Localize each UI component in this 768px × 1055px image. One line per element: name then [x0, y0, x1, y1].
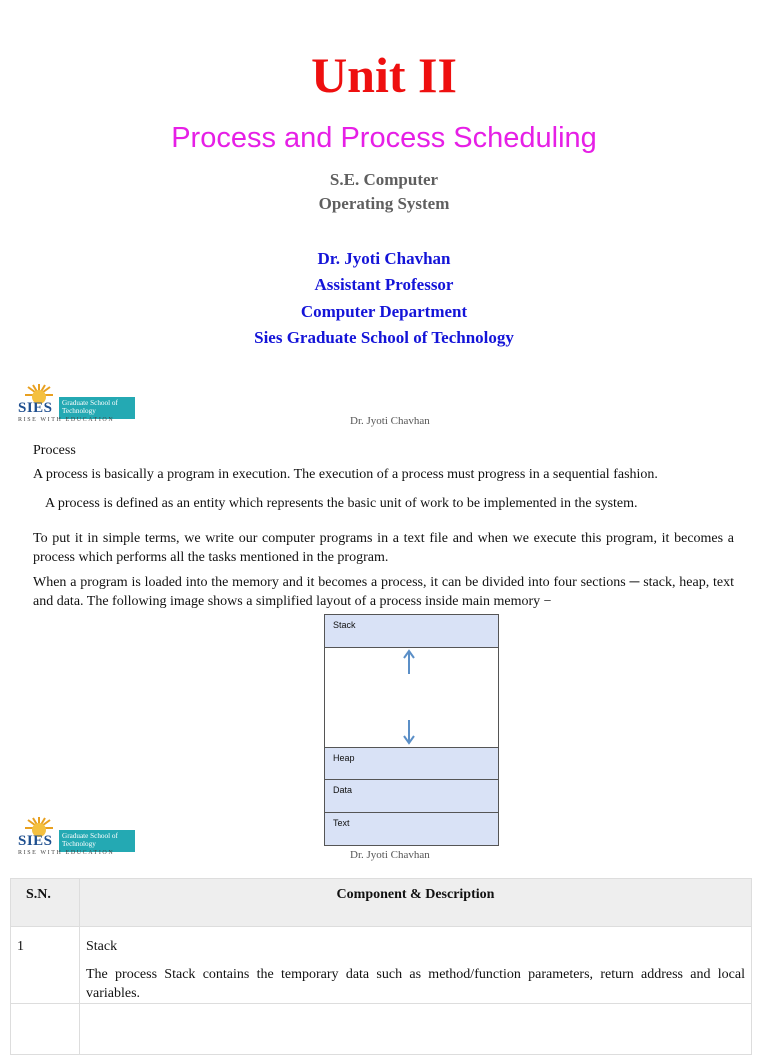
logo-tagline: RISE WITH EDUCATION	[18, 417, 115, 423]
column-header-sn: S.N.	[11, 879, 80, 927]
slide-subtitle: Process and Process Scheduling	[171, 122, 597, 154]
arrow-down-icon	[401, 719, 417, 745]
table-header-row	[11, 879, 752, 927]
paragraph-definition: A process is basically a program in execution. The execution of a process must progress in a sequential fashion.	[33, 467, 658, 482]
author-title: Assistant Professor	[314, 275, 454, 294]
subject-name: Operating System	[318, 194, 450, 213]
row-sn	[11, 1004, 80, 1055]
column-header-description: Component & Description	[80, 879, 752, 927]
row-description-cell	[80, 1004, 752, 1055]
sies-logo	[18, 816, 138, 862]
segment-heap: Heap	[325, 747, 498, 780]
sies-logo	[18, 383, 138, 429]
footer-author: Dr. Jyoti Chavhan	[350, 415, 430, 427]
component-table	[10, 878, 752, 1055]
row-description: The process Stack contains the temporary data such as method/function parameters, return address and local variables.	[86, 967, 745, 1001]
author-department: Computer Department	[300, 302, 468, 321]
arrow-up-icon	[401, 649, 417, 675]
slide-title: Unit II	[311, 47, 457, 103]
course-name: S.E. Computer	[329, 170, 439, 189]
segment-data: Data	[325, 780, 498, 813]
memory-layout-diagram	[324, 614, 499, 846]
author-name: Dr. Jyoti Chavhan	[317, 249, 451, 268]
logo-tagline: RISE WITH EDUCATION	[18, 850, 115, 856]
paragraph-memory-layout: When a program is loaded into the memory and it becomes a process, it can be divided into four sections ─ stack, heap, text and data. The following image shows a simplified layout of a process inside main memory −	[33, 575, 734, 609]
table-row	[11, 927, 752, 1004]
segment-text: Text	[325, 813, 498, 845]
footer-author: Dr. Jyoti Chavhan	[350, 849, 430, 861]
row-sn: 1	[11, 927, 80, 1004]
logo-wordmark: SIES	[18, 833, 53, 849]
author-institution: Sies Graduate School of Technology	[254, 328, 514, 347]
logo-box-text: Graduate School of Technology	[59, 397, 135, 419]
logo-box-text: Graduate School of Technology	[59, 830, 135, 852]
paragraph-entity: A process is defined as an entity which represents the basic unit of work to be implemented in the system.	[45, 496, 638, 511]
table-row	[11, 1004, 752, 1055]
row-description-cell	[80, 927, 752, 1004]
section-heading: Process	[33, 443, 76, 458]
logo-wordmark: SIES	[18, 400, 53, 416]
paragraph-simple-terms: To put it in simple terms, we write our computer programs in a text file and when we execute this program, it becomes a process which performs all the tasks mentioned in the program.	[33, 531, 734, 565]
row-component-name: Stack	[86, 939, 118, 954]
segment-stack: Stack	[325, 615, 498, 648]
